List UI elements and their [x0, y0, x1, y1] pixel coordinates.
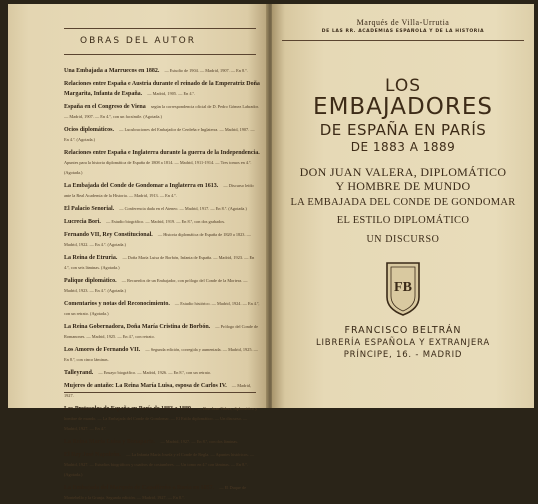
- title-line-3: DE ESPAÑA EN PARÍS: [319, 121, 487, 139]
- list-item: [64, 320, 260, 340]
- author-academies: DE LAS RR. ACADEMIAS ESPAÑOLA Y DE LA HISTORIA: [321, 29, 485, 34]
- work-details: — Prólogo del Conde de Romanones. — Madrid, 1925. — En 4.º, con retrato.: [64, 324, 258, 339]
- work-title: Relaciones entre España e Inglaterra durante la guerra de la Independencia.: [64, 150, 260, 156]
- subtitle-line-4: EL ESTILO DIPLOMÁTICO: [336, 215, 470, 226]
- bottom-rule: [64, 392, 256, 393]
- publisher-emblem-icon: [383, 257, 423, 319]
- work-details: — Estudio histórico. — Madrid, 1924. — En 4.º, con un retrato. (Agotada.): [64, 301, 260, 316]
- title-page: [272, 4, 534, 408]
- work-title: Una Embajada a Marruecos en 1882.: [64, 68, 160, 74]
- work-title: Fernando VII, Rey Constitucional.: [64, 232, 153, 238]
- list-item: [64, 146, 260, 176]
- publisher-address: PRÍNCIPE, 16. - MADRID: [343, 350, 463, 360]
- work-details: — Madrid, 1927. — En 8.º, con dos láminas.: [160, 439, 239, 444]
- work-title: España en el Congreso de Viena: [64, 104, 146, 110]
- work-details: — Lucubraciones del Embajador de Cerdeña e Inglaterra. — Madrid, 1907. — En 4.º. (Agotada.): [64, 127, 255, 142]
- work-title: El Palacio Senorial.: [64, 206, 115, 212]
- work-details: según la correspondencia oficial de D. Pedro Gómez Labrador. — Madrid, 1907. — En 4.º, con un facsímile. (Agotada.): [64, 104, 259, 119]
- left-page-heading: OBRAS DEL AUTOR: [80, 36, 196, 46]
- work-title: Los Protocolos de España en París de 1883 a 1889.: [64, 406, 193, 412]
- work-title: La Embajada del Conde de Gondomar a Inglaterra en 1613.: [64, 183, 219, 189]
- work-details: — Estudio biográfico. — Madrid, 1919. — En 8.º, con dos grabados.: [105, 219, 226, 224]
- subtitle-line-3: LA EMBAJADA DEL CONDE DE GONDOMAR: [290, 197, 516, 208]
- work-details: — Doña María Luisa de Borbón, Infanta de España. — Madrid, 1923. — En 4.º, con seis láminas. (Agotada.): [64, 255, 255, 270]
- list-item: [64, 215, 260, 225]
- title-line-2: EMBAJADORES: [313, 94, 493, 120]
- subtitle-line-1: DON JUAN VALERA, DIPLOMÁTICO: [299, 165, 507, 179]
- heading-rule: [64, 54, 256, 55]
- work-details: — Madrid, 1927.: [64, 383, 251, 398]
- list-item: [64, 481, 260, 501]
- work-title: Lucrecia Bori.: [64, 219, 101, 225]
- work-title: La Reina de Etruria.: [64, 255, 118, 261]
- work-details: — La Infanta María Josefa y el Conde de Regla. — Apuntes históricos. — Madrid, 1927. — Estudios biográficos y cuadros de costumbres. — Un tomo en 4.º con láminas. — En 8.º. (Agotada.): [64, 452, 255, 477]
- subtitle-line-5: UN DISCURSO: [366, 234, 440, 245]
- title-line-1: LOS: [384, 76, 422, 96]
- work-title: Mujeres de antaño: La Reina María Luisa, esposa de Carlos IV.: [64, 383, 227, 389]
- emblem-monogram: FB: [394, 280, 412, 295]
- top-rule: [64, 28, 256, 29]
- list-item: [64, 448, 260, 478]
- work-details: — Conferencia dada en el Ateneo. — Madrid, 1917. — En 8.º. (Agotada.): [119, 206, 247, 211]
- work-title: Los Amores de Fernando VII.: [64, 347, 141, 353]
- list-item: [64, 402, 260, 432]
- list-item: [64, 274, 260, 294]
- work-details: — Discurso leído ante la Real Academia de la Historia. — Madrid, 1913. — En 4.º.: [64, 183, 254, 198]
- list-item: [64, 251, 260, 271]
- list-item: [64, 123, 260, 143]
- title-line-4: DE 1883 A 1889: [350, 140, 456, 154]
- work-details: — El Duque de Montebello y la Granja. Segunda edición. — Madrid, 1927. — En 8.º.: [64, 485, 247, 500]
- work-title: La Reina María Luisa y Bonaparte.: [64, 439, 156, 445]
- work-title: Palique diplomático.: [64, 278, 117, 284]
- list-item: [64, 435, 260, 445]
- work-details: — Madrid, 1905. — En 4.º.: [147, 91, 196, 96]
- work-title: Comentarios y notas del Reconocimiento.: [64, 301, 170, 307]
- work-details: — Ensayo biográfico. — Madrid, 1926. — En 8.º, con un retrato.: [98, 370, 212, 375]
- work-details: — Recuerdos de un Embajador, con prólogo del Conde de la Mortera. — Madrid, 1923. — En 4.º. (Agotada.): [64, 278, 248, 293]
- work-title: La Embajada del Marqués de Capaffreño a Rusia en 1857.: [64, 485, 215, 491]
- work-details: — Estudio de 1904. — Madrid, 1907. — En 8.º.: [164, 68, 248, 73]
- list-item: [64, 64, 260, 74]
- work-details: — Historia diplomática de España de 1820 a 1823. — Madrid, 1922. — En 4.º. (Agotada.): [64, 232, 251, 247]
- author-name: Marqués de Villa-Urrutia: [356, 18, 450, 27]
- list-item: [64, 379, 260, 399]
- work-details: Apuntes para la historia diplomática de España de 1808 a 1814. — Madrid, 1911-1914. — Tres tomos en 4.º. (Agotada.): [64, 160, 252, 175]
- left-page: [8, 4, 268, 500]
- work-details: — Don Juan Valera, diplomático y hombre de mundo. — La Embajada del Conde de Gondomar. — El Estilo diplomático. — Un discurso. — Madrid, 1927. — En 4.º.: [64, 406, 258, 431]
- work-title: La Reina Gobernadora, Doña María Cristina de Borbón.: [64, 324, 211, 330]
- work-details: — Segunda edición, corregida y aumentada. — Madrid, 1925. — En 8.º, con cinco láminas.: [64, 347, 258, 362]
- list-item: [64, 179, 260, 199]
- works-list: [64, 64, 260, 504]
- work-title: Relaciones entre España e Austria durante el reinado de la Emperatriz Doña Margarita, Infanta de España.: [64, 81, 260, 97]
- list-item: [64, 77, 260, 97]
- publisher-name: FRANCISCO BELTRÁN: [344, 325, 462, 336]
- author-rule: [282, 40, 524, 41]
- list-item: [64, 100, 260, 120]
- list-item: [64, 228, 260, 248]
- work-title: Talleyrand.: [64, 370, 94, 376]
- work-title: El Rey José Napoleón.: [64, 452, 121, 458]
- list-item: [64, 297, 260, 317]
- subtitle-line-2: Y HOMBRE DE MUNDO: [335, 179, 471, 193]
- work-title: Ocios diplomáticos.: [64, 127, 115, 133]
- list-item: [64, 202, 260, 212]
- publisher-line-2: LIBRERÍA ESPAÑOLA Y EXTRANJERA: [315, 338, 491, 348]
